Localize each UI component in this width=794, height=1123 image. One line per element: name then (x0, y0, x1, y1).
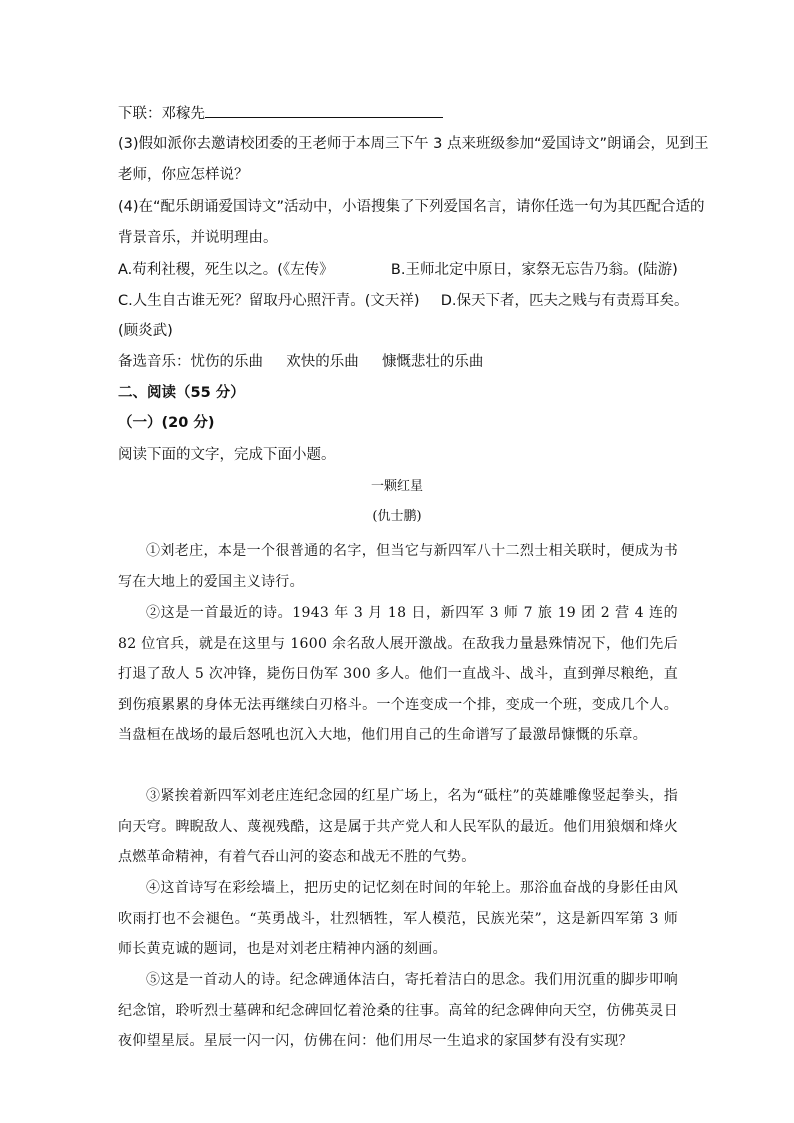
q3-line2: 老师，你应怎样说？ (118, 167, 249, 183)
answer-blank (205, 103, 443, 118)
q4-line2: 背景音乐，并说明理由。 (118, 230, 278, 246)
article-author: (仇士鹏) (372, 509, 422, 524)
option-d: D.保天下者，匹夫之贱与有责焉耳矣。 (440, 293, 689, 309)
paragraph-4: ④这首诗写在彩绘墙上，把历史的记忆刻在时间的年轮上。那浴血奋战的身影任由风吹雨打也不会褪色。“英勇战斗，壮烈牺牲，军人模范，民族光荣”，这是新四军第 3 师师长黄克诚的题词，也是对刘老庄精神内涵的刻画。 (118, 880, 678, 957)
option-d-author: (顾炎武) (118, 323, 173, 339)
paragraph-3: ③紧挨着新四军刘老庄连纪念园的红星广场上，名为“砥柱”的英雄雕像竖起拳头，指向天穹。睥睨敌人、蔑视残酷，这是属于共产党人和人民军队的最近。他们用狼烟和烽火点燃革命精神，有着气吞山河的姿态和战无不胜的气势。 (118, 788, 678, 865)
options-row-1 (118, 260, 678, 280)
q4-line1: (4)在“配乐朗诵爱国诗文”活动中，小语搜集了下列爱国名言，请你任选一句为其匹配合适的 (118, 199, 705, 215)
paragraph-2: ②这是一首最近的诗。1943 年 3 月 18 日，新四军 3 师 7 旅 19 团 2 营 4 连的 82 位官兵，就是在这里与 1600 余名敌人展开激战。在敌我力量悬殊情况下，他们先后打退了敌人 5 次冲锋，毙伤日伪军 300 多人。他们一直战斗、战斗，直到弹尽粮绝，直到伤痕累累的身体无法再继续白刃格斗。一个连变成一个排，变成一个班，变成几个人。当盘桓在战场的最后怒吼也沉入大地，他们用自己的生命谱写了最激昂慷慨的乐章。 (118, 605, 678, 743)
music-options (118, 352, 483, 372)
paragraph-1: ①刘老庄，本是一个很普通的名字，但当它与新四军八十二烈士相关联时，便成为书写在大地上的爱国主义诗行。 (118, 543, 678, 590)
music-option-3: 慷慨悲壮的乐曲 (381, 354, 484, 370)
q3-line1: (3)假如派你去邀请校团委的王老师于本周三下午 3 点来班级参加“爱国诗文”朗诵会，见到王 (118, 136, 709, 152)
option-b: B.王师北定中原日，家祭无忘告乃翁。(陆游) (390, 262, 678, 278)
music-option-2: 欢快的乐曲 (286, 354, 359, 370)
paragraph-5: ⑤这是一首动人的诗。纪念碑通体洁白，寄托着洁白的思念。我们用沉重的脚步叩响纪念馆，聆听烈士墓碑和纪念碑回忆着沧桑的往事。高耸的纪念碑伸向天空，仿佛英灵日夜仰望星辰。星辰一闪一闪，仿佛在问：他们用尽一生追求的家国梦有没有实现？ (118, 972, 678, 1049)
music-label: 备选音乐：忧伤的乐曲 (118, 354, 263, 370)
article-title: 一颗红星 (370, 479, 423, 494)
option-c: C.人生自古谁无死？留取丹心照汗青。(文天祥) (118, 293, 420, 309)
option-a: A.苟利社稷，死生以之。(《左传》 (118, 262, 334, 278)
couplet-line (118, 103, 443, 124)
sub-heading: （一）(20 分) (118, 415, 215, 431)
section-heading: 二、阅读（55 分） (118, 385, 245, 401)
options-row-2 (118, 291, 689, 311)
couplet-label: 下联：邓稼先 (118, 106, 205, 122)
reading-instruction: 阅读下面的文字，完成下面小题。 (118, 447, 336, 463)
